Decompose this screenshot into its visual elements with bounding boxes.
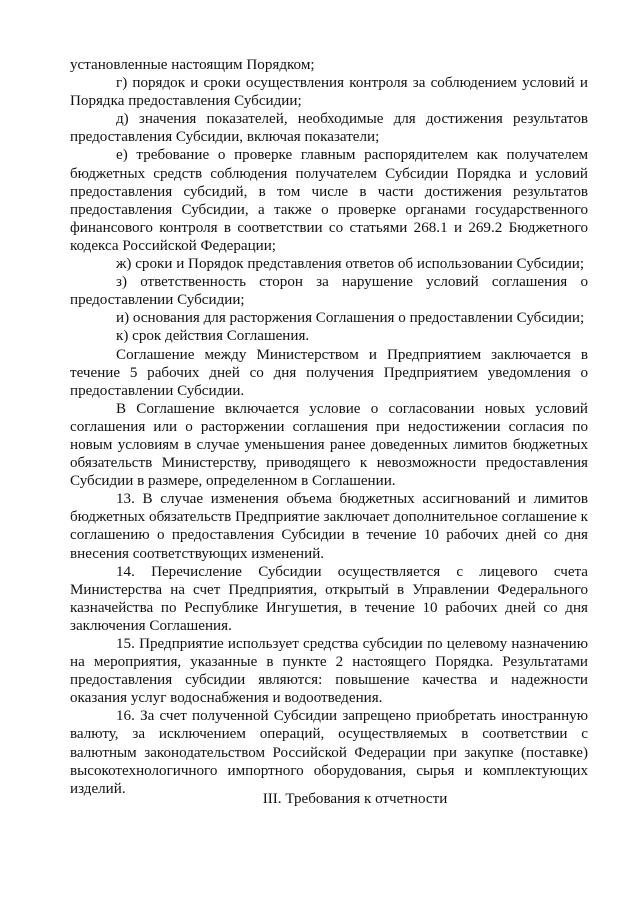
paragraph: 15. Предприятие использует средства субсидии по целевому назначению на мероприятия, указанные в пункте 2 настоящего Порядка. Результатами предоставления субсидии являются: повышение качества и надежности оказания услуг водоснабжения и водоотведения. [70,636,588,707]
paragraph: 13. В случае изменения объема бюджетных ассигнований и лимитов бюджетных обязательств Предприятие заключает дополнительное соглашение к соглашению о предоставления Субсидии в течение 10 рабочих дней со дня внесения соответствующих изменений. [70,491,588,562]
paragraph: установленные настоящим Порядком; [70,57,315,73]
paragraph: 16. За счет полученной Субсидии запрещено приобретать иностранную валюту, за исключением операций, осуществляемых в соответствии с валютным законодательством Российской Федерации при закупке (поставке) высокотехнологичного импортного оборудования, сырья и комплектующих изделий. [70,708,588,797]
paragraph: з) ответственность сторон за нарушение условий соглашения о предоставлении Субсидии; [70,274,588,309]
section-heading: III. Требования к отчетности [262,791,448,807]
paragraph: Соглашение между Министерством и Предприятием заключается в течение 5 рабочих дней со дня получения Предприятием уведомления о предоставлении Субсидии. [70,346,588,399]
paragraph: к) срок действия Соглашения. [116,328,310,345]
paragraph: д) значения показателей, необходимые для достижения результатов предоставления Субсидии, включая показатели; [70,111,588,146]
paragraph: и) основания для расторжения Соглашения о предоставлении Субсидии; [116,310,585,327]
paragraph: 14. Перечисление Субсидии осуществляется с лицевого счета Министерства на счет Предприятия, открытый в Управлении Федерального казначейства по Республике Ингушетия, в течение 10 рабочих дней со дня заключения Соглашения. [70,563,588,634]
paragraph: ж) сроки и Порядок представления ответов об использовании Субсидии; [116,256,585,273]
paragraph: г) порядок и сроки осуществления контроля за соблюдением условий и Порядка предоставления Субсидии; [70,75,588,110]
document-body [70,56,588,798]
paragraph: В Соглашение включается условие о согласовании новых условий соглашения или о расторжении соглашения при недостижении согласия по новым условиям в случае уменьшения ранее доведенных лимитов бюджетных обязательств Министерству, приводящего к невозможности предоставления Субсидии в размере, определенном в Соглашении. [70,400,588,490]
paragraph: е) требование о проверке главным распорядителем как получателем бюджетных средств соблюдения получателем Субсидии Порядка и условий предоставления субсидий, в том числе в части достижения результатов предоставления Субсидии, а также о проверке органами государственного финансового контроля в соответствии со статьями 268.1 и 269.2 Бюджетного кодекса Российской Федерации; [70,147,588,254]
